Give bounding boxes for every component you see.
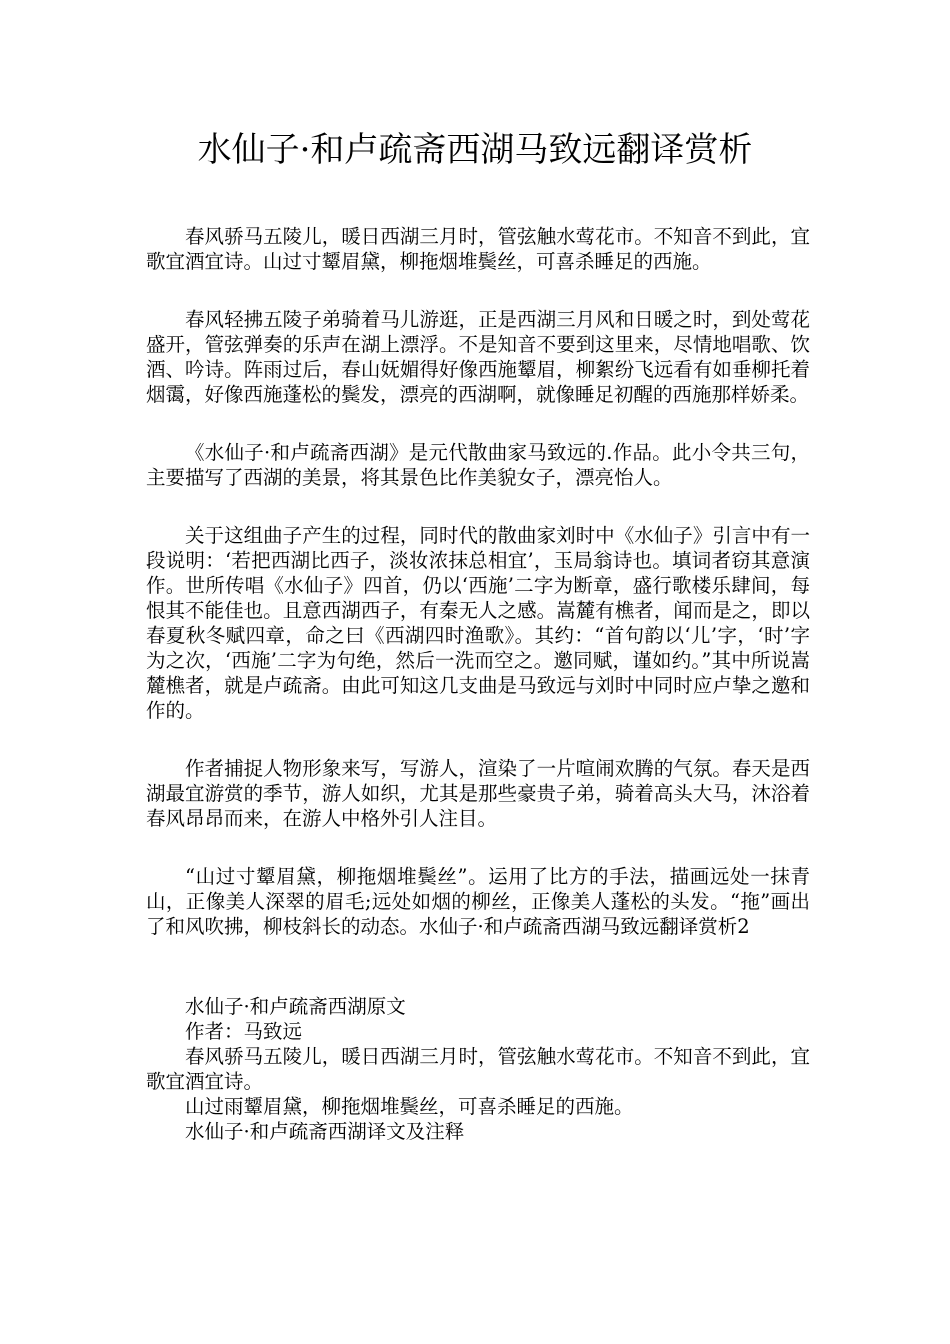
document-body [146,224,810,1144]
paragraph-original-text: 春风骄马五陵儿，暖日西湖三月时，管弦触水莺花市。不知音不到此，宜歌宜酒宜诗。山过寸颦眉黛，柳拖烟堆鬓丝，可喜杀睡足的西施。 [146,225,810,273]
document-title: 水仙子·和卢疏斋西湖马致远翻译赏析 [197,130,753,170]
line-original-verse-2: 山过雨颦眉黛，柳拖烟堆鬓丝，可喜杀睡足的西施。 [185,1095,634,1118]
line-original-heading: 水仙子·和卢疏斋西湖原文 [185,995,406,1018]
paragraph-analysis-scenery: “山过寸颦眉黛，柳拖烟堆鬓丝”。运用了比方的手法，描画远处一抹青山，正像美人深翠的眉毛;远处如烟的柳丝，正像美人蓬松的头发。“拖”画出了和风吹拂，柳枝斜长的动态。水仙子·和卢疏斋西湖马致远翻译赏析2 [146,865,810,938]
paragraph-background: 关于这组曲子产生的过程，同时代的散曲家刘时中《水仙子》引言中有一段说明：‘若把西湖比西子，淡妆浓抹总相宜’，玉局翁诗也。填词者窃其意演作。世所传唱《水仙子》四首，仍以‘西施’二字为断章，盛行歌楼乐肆间，每恨其不能佳也。且意西湖西子，有秦无人之感。嵩麓有樵者，闻而是之，即以春夏秋冬赋四章，命之曰《西湖四时渔歌》。其约：“首句韵以‘儿’字，‘时’字为之次，‘西施’二字为句绝，然后一洗而空之。邀同赋，谨如约。”其中所说嵩麓樵者，就是卢疏斋。由此可知这几支曲是马致远与刘时中同时应卢挚之邀和作的。 [146,524,810,722]
paragraph-introduction: 《水仙子·和卢疏斋西湖》是元代散曲家马致远的.作品。此小令共三句，主要描写了西湖的美景，将其景色比作美貌女子，漂亮怡人。 [146,441,810,489]
paragraph-translation: 春风轻拂五陵子弟骑着马儿游逛，正是西湖三月风和日暖之时，到处莺花盛开，管弦弹奏的乐声在湖上漂浮。不是知音不要到这里来，尽情地唱歌、饮酒、吟诗。阵雨过后，春山妩媚得好像西施颦眉，柳絮纷飞远看有如垂柳托着烟霭，好像西施蓬松的鬓发，漂亮的西湖啊，就像睡足初醒的西施那样娇柔。 [146,308,810,406]
line-original-verse-1: 春风骄马五陵儿，暖日西湖三月时，管弦触水莺花市。不知音不到此，宜歌宜酒宜诗。 [146,1045,810,1093]
section-gap [146,972,810,994]
paragraph-analysis-people: 作者捕捉人物形象来写，写游人，渲染了一片喧闹欢腾的气氛。春天是西湖最宜游赏的季节，游人如织，尤其是那些豪贵子弟，骑着高头大马，沐浴着春风昂昂而来，在游人中格外引人注目。 [146,757,810,830]
line-translation-heading: 水仙子·和卢疏斋西湖译文及注释 [185,1120,465,1143]
line-author: 作者：马致远 [185,1020,303,1043]
